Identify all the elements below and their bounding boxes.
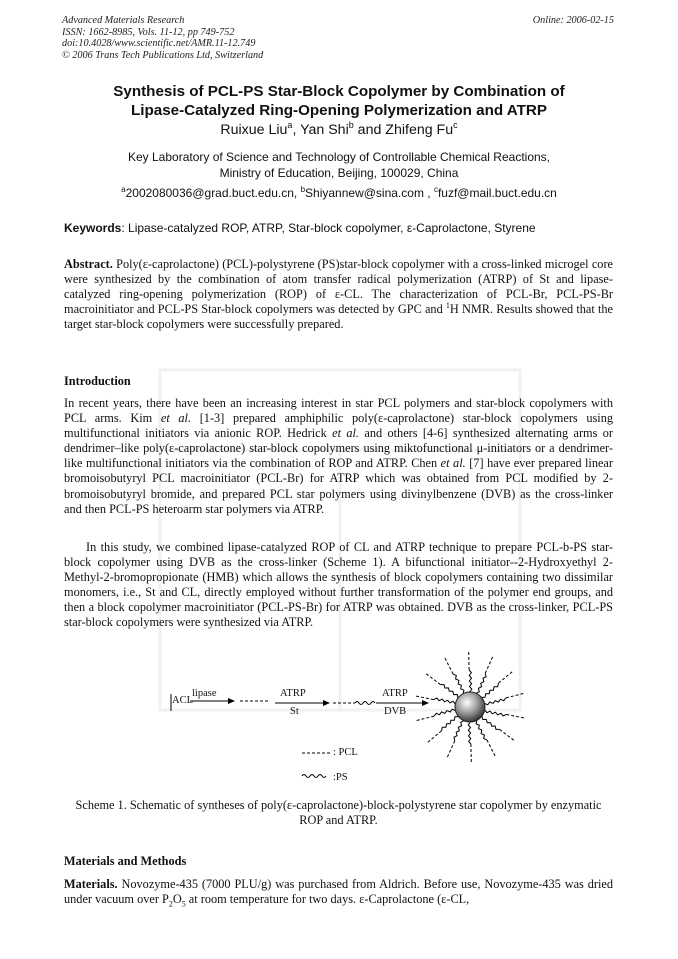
abstract-label: Abstract. xyxy=(64,257,113,271)
title-line-1: Synthesis of PCL-PS Star-Block Copolymer by Combination of xyxy=(113,83,565,100)
email-link[interactable]: 2002080036@grad.buct.edu.cn, xyxy=(125,186,301,200)
pcl-arm xyxy=(487,740,495,756)
pcl-arm xyxy=(447,741,454,757)
abstract xyxy=(64,257,613,332)
ps-arm xyxy=(441,685,459,698)
author-name: Ruixue Liu xyxy=(220,122,288,138)
st-label: St xyxy=(290,706,299,717)
email-mark: b xyxy=(300,185,306,194)
materials-text-end: at room temperature for two days. ε-Caprolactone (ε-CL, xyxy=(185,892,470,907)
atrp-label-1: ATRP xyxy=(280,688,306,699)
pcl-arm xyxy=(416,696,434,700)
keywords xyxy=(64,220,624,236)
formula-subscript: 2 xyxy=(168,899,173,909)
affiliation xyxy=(40,149,638,181)
atrp-label-2: ATRP xyxy=(382,688,408,699)
intro-text: In recent years, there have been an increasing interest in star PCL polymers and star-block copolymers with PCL arms. Kim xyxy=(64,396,613,426)
introduction-paragraph-1 xyxy=(64,396,613,517)
affiliation-line-1: Key Laboratory of Science and Technology of Controllable Chemical Reactions, xyxy=(127,150,551,164)
author-name: Yan Shi xyxy=(300,122,349,138)
pcl-arm xyxy=(506,694,523,698)
author-separator: , xyxy=(292,122,301,138)
materials-paragraph xyxy=(64,877,613,907)
email-mark: a xyxy=(121,185,126,194)
scheme-caption: Scheme 1. Schematic of syntheses of poly(ε-caprolactone)-block-polystyrene star copolymer by enzymatic ROP and ATRP. xyxy=(75,798,602,827)
intro-etal: et al. xyxy=(332,426,360,441)
intro-text: [1-3] prepared amphiphilic poly(ε-caprolactone) star-block copolymers using multifunctional initiators via anionic ROP. Hedrick xyxy=(64,411,613,441)
scheme-1 xyxy=(150,650,620,800)
ps-arm xyxy=(454,721,464,741)
pcl-arm xyxy=(417,716,434,720)
journal-name: Advanced Materials Research xyxy=(62,15,185,26)
keywords-label: Keywords xyxy=(64,221,122,235)
introduction-heading: Introduction xyxy=(64,374,131,388)
author-list xyxy=(40,121,638,139)
author-affil-mark: c xyxy=(453,120,458,130)
formula-subscript: 5 xyxy=(181,899,186,909)
scheme-drawing xyxy=(150,650,620,800)
pcl-arm xyxy=(445,658,453,674)
email-mark: c xyxy=(433,185,438,194)
abstract-sup: 1 xyxy=(445,301,450,311)
copyright-line: © 2006 Trans Tech Publications Ltd, Switzerland xyxy=(62,49,264,61)
intro-etal: et al. xyxy=(440,456,466,471)
ps-arm xyxy=(453,674,464,694)
ps-arm xyxy=(476,720,487,740)
ps-arm xyxy=(482,716,500,729)
lipase-label: lipase xyxy=(192,688,217,699)
ps-arm xyxy=(469,670,472,692)
issn-line: ISSN: 1662-8985, Vols. 11-12, pp 749-752 xyxy=(62,26,235,38)
pcl-arm xyxy=(500,729,514,740)
legend-ps-swatch xyxy=(302,775,326,778)
dvb-label: DVB xyxy=(384,706,407,717)
journal-info xyxy=(62,15,263,61)
author-affil-mark: a xyxy=(287,120,293,130)
affiliation-line-2: Ministry of Education, Beijing, 100029, China xyxy=(219,166,459,180)
legend-ps-label: :PS xyxy=(333,772,348,783)
doi-line: doi:10.4028/www.scientific.net/AMR.11-12.749 xyxy=(62,38,256,50)
paper-title xyxy=(40,82,638,120)
ps-arm xyxy=(434,698,456,704)
online-date: Online: 2006-02-15 xyxy=(532,15,614,26)
title-line-2: Lipase-Catalyzed Ring-Opening Polymerization and ATRP xyxy=(130,102,548,119)
author-emails xyxy=(40,185,638,201)
intro-text: [7] have ever prepared linear bromoisobutyryl PCL macroinitiator (PCL-Br) for ATRP which was obtained from PCL modified by 2-bromoisobutyryl bromide, and prepared PCL star polymers using divinylbenzene (DVB) as the cross-linker and then PCL-PS heteroarm star polymers via ATRP. xyxy=(64,456,613,516)
author-affil-mark: b xyxy=(348,120,354,130)
pcl-arm xyxy=(485,657,492,673)
pcl-arm xyxy=(498,672,512,684)
keywords-text: : Lipase-catalyzed ROP, ATRP, Star-block copolymer, ε-Caprolactone, Styrene xyxy=(121,221,536,235)
materials-text: Novozyme-435 (7000 PLU/g) was purchased from Aldrich. Before use, Novozyme-435 was dried under vacuum over P xyxy=(64,877,613,907)
author-name: Zhifeng Fu xyxy=(385,122,454,138)
introduction-paragraph-2: In this study, we combined lipase-catalyzed ROP of CL and ATRP technique to prepare PCL-b-PS star-block copolymer using DVB as the cross-linker (Scheme 1). A bifunctional initiator--2-Hydroxyethyl 2-Methyl-2-bromopropionate (HMB) which allows the synthesis of block copolymers containing two dissimilar monomers, i.e., St and CL, directly employed without further transformation of the polymer end groups, and then a block copolymer macroinitiator (PCL-PS-Br) for ATRP was obtained. DVB as the cross-linker, PCL-PS star-block copolymers were synthesized via ATRP. xyxy=(64,540,613,630)
ps-arm xyxy=(485,710,507,716)
ps-arm xyxy=(485,698,506,705)
pcl-arm xyxy=(426,674,440,685)
pcl-arm xyxy=(428,731,442,743)
author-separator: and xyxy=(353,122,386,138)
materials-label: Materials. xyxy=(64,877,118,891)
email-link[interactable]: Shiyannew@sina.com , xyxy=(305,186,434,200)
microgel-core xyxy=(455,692,485,722)
materials-methods-heading: Materials and Methods xyxy=(64,854,187,868)
abstract-text: Poly(ε-caprolactone) (PCL)-polystyrene (PS)star-block copolymer with a cross-linked microgel core were synthesized by the combination of atom transfer radical polymerization (ATRP) of St and lipase-catalyzed ring-opening polymerization (ROP) of ε-CL. The characterization of PCL-Br, PCL-PS-Br macroinitiator and PCL-PS Star-block copolymers was detected by GPC and xyxy=(64,257,613,317)
legend-pcl-label: : PCL xyxy=(333,747,358,758)
pcl-arm xyxy=(506,714,524,718)
ps-arm xyxy=(442,717,459,731)
abstract-text-end: H NMR. Results showed that the target star-block copolymers were successfully prepared. xyxy=(64,302,613,332)
formula-text: O xyxy=(172,892,182,907)
initiator-label: ACL xyxy=(172,695,193,706)
email-link[interactable]: fuzf@mail.buct.edu.cn xyxy=(437,186,557,200)
ps-arm xyxy=(434,709,455,716)
ps-arm xyxy=(482,683,499,697)
intro-text: and others [4-6] synthesized alternating arms or dendrimer–like poly(ε-caprolactone) star-block copolymers using miktofunctional μ-initiators or a dendrimer-like multifunctional initiators via the combination of ROP and ATRP. Chen xyxy=(64,426,613,471)
ps-arm xyxy=(468,722,471,744)
ps-arm xyxy=(476,673,486,693)
ps-block xyxy=(355,702,375,705)
intro-etal: et al. xyxy=(160,411,192,426)
